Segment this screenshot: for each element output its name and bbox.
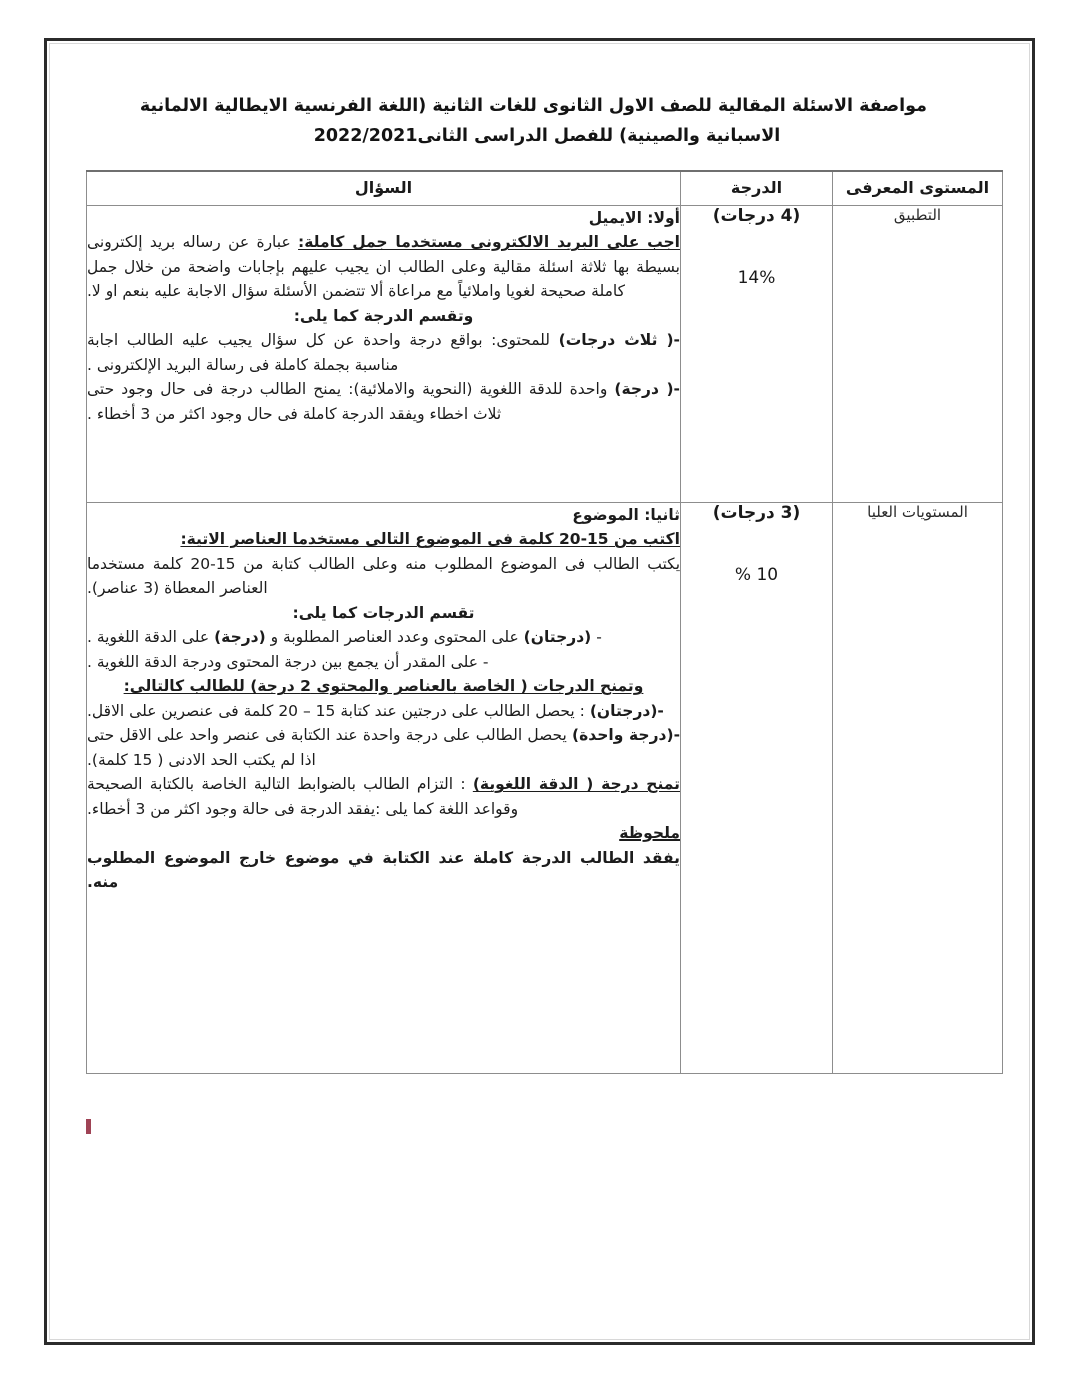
grade-split-label: تقسم الدرجات كما يلى: [292,603,475,622]
grade-stack [681,206,832,288]
note-body: يفقد الطالب الدرجة كاملة عند الكتابة في موضوع خارج الموضوع المطلوب منه. [87,848,680,892]
grant-label [87,674,680,698]
note-title [87,821,680,845]
cell-cognitive-level: المستويات العليا [833,503,1003,1074]
bullet-tail: على الدقة اللغوية . [87,628,215,647]
grade-item-text: للمحتوى: بواقع درجة واحدة عن كل سؤال يجيب عليه الطالب اجابة مناسبة بجملة كاملة فى رسالة البريد الإلكترونى . [87,331,559,374]
note-title-text: ملحوظة [619,824,680,843]
language-accuracy-paragraph [87,772,680,821]
table-row [87,503,1003,1074]
question-rule: اجب على البريد الالكترونى مستخدما جمل كاملة: [298,233,680,252]
grade-stack [681,503,832,585]
grade-marks: (4 درجات) [712,206,801,226]
grant-item-lead: -(درجتان) [589,701,664,720]
header-cognitive-level: المستوى المعرفى [833,171,1003,206]
grade-item-text: واحدة للدقة اللغوية (النحوية والاملائية): يمنح الطالب درجة فى حال وجود حتى ثلاث اخطاء ويفقد الدرجة كاملة فى حال وجود اكثر من 3 أخطاء . [87,380,615,423]
page-border-frame [44,38,1035,1345]
table-row [87,206,1003,503]
specification-table [86,170,1003,1074]
language-accuracy-label: تمنح درجة ( الدقة اللغوية) [472,775,680,794]
stray-red-mark [86,1119,91,1134]
grade-item [87,328,680,377]
document-title-line-2: الاسبانية والصينية) للفصل الدراسى الثانى2022/2021 [313,126,781,147]
bullet-mid: على المقدر أن يجمع بين درجة المحتوى ودرجة الدقة اللغوية . [87,652,478,671]
header-question: السؤال [87,171,681,206]
grade-item-lead: -( ثلاث درجات) [558,331,680,350]
grade-bullet [87,625,680,649]
header-grade: الدرجة [681,171,833,206]
question-rule: اكتب من 15-20 كلمة فى الموضوع التالى مستخدما العناصر الاتية: [180,530,680,549]
grade-split-label: وتقسم الدرجة كما يلى: [293,306,474,325]
table-header-row [87,171,1003,206]
bullet-prefix: - [591,628,602,647]
cell-question [87,503,681,1074]
grade-item [87,377,680,426]
question-heading: ثانيا: الموضوع [572,506,680,524]
bullet-bold-1: (درجتان) [523,628,592,647]
question-rule-paragraph [87,230,680,303]
grant-item-text: يحصل الطالب على درجة واحدة عند الكتابة فى عنصر واحد على الاقل حتى اذا لم يكتب الحد الادنى ( 15 كلمة). [87,726,573,769]
grant-item-lead: -(درجة واحدة) [572,726,680,745]
grant-label-text: وتمنح الدرجات ( الخاصة بالعناصر والمحتوى 2 درجة) للطالب كالتالى: [123,677,644,696]
question-rule-paragraph [87,527,680,551]
grade-item-lead: -( درجة) [614,380,680,399]
question-heading: أولا: الايميل [588,209,680,227]
grade-percent: 14% [737,268,776,288]
table-header [87,171,1003,206]
bullet-bold-2: (درجة) [214,628,266,647]
bullet-mid: على المحتوى وعدد العناصر المطلوبة و [265,628,524,647]
cell-question [87,206,681,503]
grade-bullet [87,650,680,674]
question-body: يكتب الطالب فى الموضوع المطلوب منه وعلى الطالب كتابة من 15-20 كلمة مستخدما العناصر المعطاة (3 عناصر). [87,554,681,598]
document-title [139,91,927,151]
document-title-line-1: مواصفة الاسئلة المقالية للصف الاول الثانوى للغات الثانية (اللغة الفرنسية الايطالية الالمانية [139,96,927,116]
cell-grade [681,503,833,1074]
grade-marks: (3 درجات) [712,503,801,523]
cell-cognitive-level: التطبيق [833,206,1003,503]
cell-grade [681,206,833,503]
question-rule-tail: عبارة عن رساله بريد إلكترونى بسيطة بها ثلاثة اسئلة مقالية وعلى الطالب ان يجيب عليهم بإجابات واضحة من خلال جمل كاملة صحيحة لغويا واملائياً مع مراعاة ألا تتضمن الأسئلة سؤال الاجابة عليه بنعم او لا. [87,233,680,301]
bullet-prefix: - [477,652,489,671]
language-accuracy-text: : التزام الطالب بالضوابط التالية الخاصة بالكتابة الصحيحة وقواعد اللغة كما يلى :يفقد الدرجة فى حالة وجود اكثر من 3 أخطاء. [87,775,519,818]
grade-percent: 10 % [734,565,779,585]
grant-item-text: : يحصل الطالب على درجتين عند كتابة 15 – 20 كلمة فى عنصرين على الاقل. [87,701,590,720]
grant-item [87,723,680,772]
grant-item [87,699,680,723]
